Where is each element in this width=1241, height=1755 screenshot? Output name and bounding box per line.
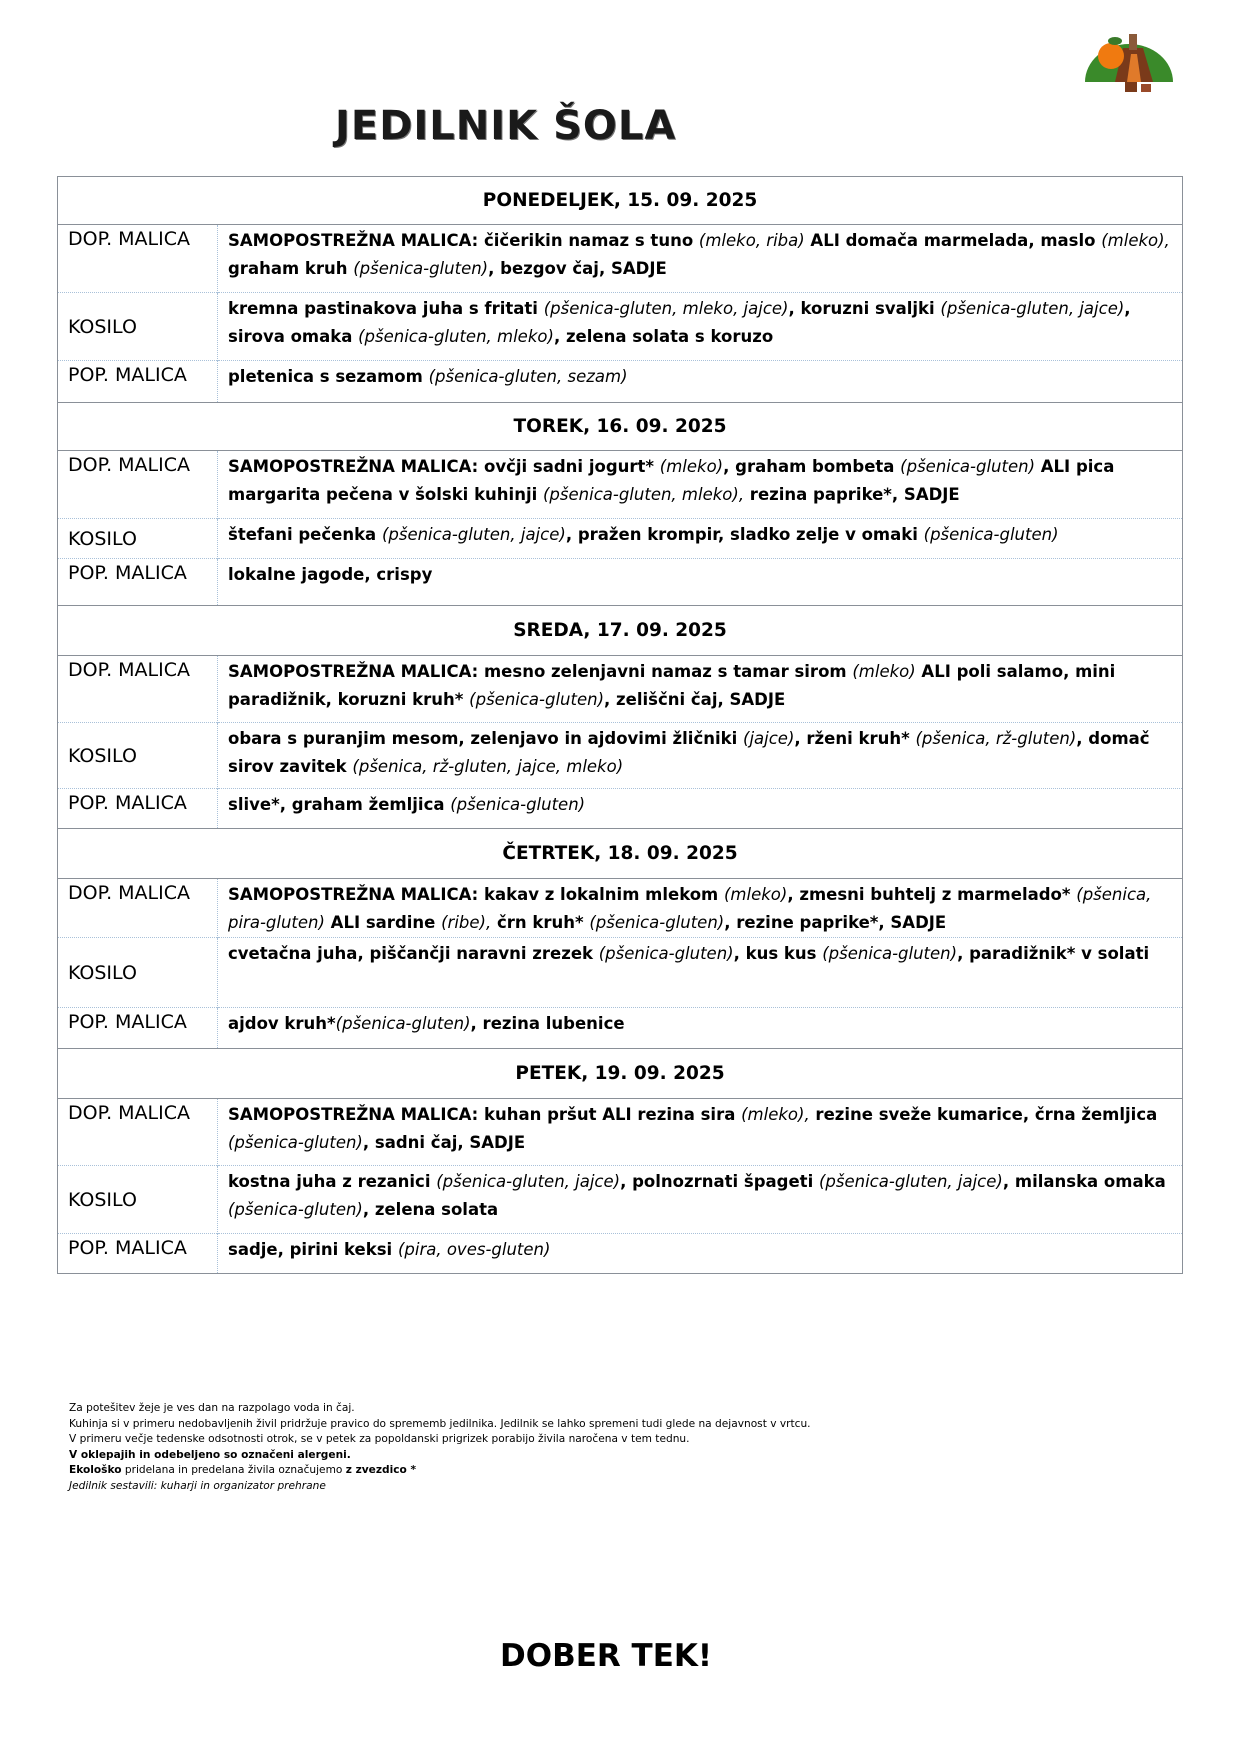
- dish-text: rezine sveže kumarice, črna žemljica: [809, 1105, 1158, 1124]
- meal-row: [58, 723, 1183, 789]
- meal-label: POP. MALICA: [58, 1234, 218, 1274]
- day-header-row: [58, 606, 1183, 656]
- dish-text: SAMOPOSTREŽNA MALICA: čičerikin namaz s tuno: [228, 231, 699, 250]
- dish-text: , zelena solata s koruzo: [553, 327, 774, 346]
- closing-text: DOBER TEK!: [500, 1638, 713, 1674]
- dish-text: SAMOPOSTREŽNA MALICA: ovčji sadni jogurt*: [228, 457, 660, 476]
- dish-text: ALI poli salamo, mini paradižnik, koruzni kruh*: [228, 662, 1116, 709]
- allergen-text: (mleko): [724, 885, 788, 904]
- dish-text: , sadni čaj, SADJE: [362, 1133, 526, 1152]
- meal-row: [58, 1008, 1183, 1049]
- meal-row: [58, 293, 1183, 361]
- dish-text: , rezina lubenice: [470, 1014, 625, 1033]
- dish-text: kremna pastinakova juha s fritati: [228, 299, 544, 318]
- dish-text: , paradižnik* v solati: [957, 944, 1150, 963]
- note-authors: Jedilnik sestavili: kuharji in organizator prehrane: [69, 1479, 326, 1492]
- allergen-text: (pšenica-gluten, jajce): [436, 1172, 621, 1191]
- allergen-text: (mleko),: [741, 1105, 810, 1124]
- allergen-text: (pšenica, rž-gluten): [915, 729, 1077, 748]
- meal-label: POP. MALICA: [58, 559, 218, 606]
- dish-text: , zelena solata: [362, 1200, 499, 1219]
- meal-label: POP. MALICA: [58, 361, 218, 403]
- meal-description: [218, 938, 1183, 1008]
- meal-row: [58, 519, 1183, 559]
- meal-row: [58, 361, 1183, 403]
- meal-description: [218, 879, 1183, 938]
- page-title: JEDILNIK ŠOLA: [335, 103, 677, 149]
- meal-label: POP. MALICA: [58, 1008, 218, 1049]
- dish-text: , bezgov čaj, SADJE: [488, 259, 667, 278]
- meal-row: [58, 1099, 1183, 1166]
- meal-description: [218, 723, 1183, 789]
- dish-text: obara s puranjim mesom, zelenjavo in ajdovimi žličniki: [228, 729, 744, 748]
- dish-text: , graham bombeta: [723, 457, 901, 476]
- menu-table: [57, 176, 1183, 1274]
- allergen-text: (mleko): [852, 662, 916, 681]
- day-header: SREDA, 17. 09. 2025: [58, 606, 1183, 656]
- notes: [69, 1401, 811, 1495]
- allergen-text: (pšenica-gluten): [923, 525, 1059, 544]
- meal-label: KOSILO: [58, 938, 218, 1008]
- note-organic: [69, 1463, 811, 1479]
- dish-text: SAMOPOSTREŽNA MALICA: kakav z lokalnim mlekom: [228, 885, 724, 904]
- meal-label: POP. MALICA: [58, 789, 218, 829]
- allergen-text: (pšenica-gluten): [335, 1014, 471, 1033]
- dish-text: , pražen krompir, sladko zelje v omaki: [565, 525, 924, 544]
- day-header-row: [58, 829, 1183, 879]
- dish-text: ajdov kruh*: [228, 1014, 336, 1033]
- meal-row: [58, 879, 1183, 938]
- allergen-text: (pšenica-gluten): [900, 457, 1036, 476]
- meal-description: [218, 1234, 1183, 1274]
- dish-text: graham kruh: [228, 259, 354, 278]
- note-absence: V primeru večje tedenske odsotnosti otrok, se v petek za popoldanski prigrizek porabijo živila naročena v tem tednu.: [69, 1433, 690, 1446]
- dish-text: lokalne jagode, crispy: [228, 565, 433, 584]
- meal-description: [218, 559, 1183, 606]
- day-header: PETEK, 19. 09. 2025: [58, 1049, 1183, 1099]
- note-organic-mid: pridelana in predelana živila označujemo: [121, 1464, 346, 1477]
- allergen-text: (pšenica-gluten, mleko),: [543, 485, 745, 504]
- dish-text: sadje, pirini keksi: [228, 1240, 398, 1259]
- dish-text: , zmesni buhtelj z marmelado*: [787, 885, 1077, 904]
- meal-description: [218, 1008, 1183, 1049]
- allergen-text: (pšenica, pira-gluten): [228, 885, 1152, 932]
- note-changes: Kuhinja si v primeru nedobavljenih živil pridržuje pravico do sprememb jedilnika. Jedilnik se lahko spremeni tudi glede na dejavnost v vrtcu.: [69, 1417, 811, 1430]
- meal-description: [218, 789, 1183, 829]
- allergen-text: (pšenica-gluten): [228, 1200, 363, 1219]
- dish-text: cvetačna juha, piščančji naravni zrezek: [228, 944, 599, 963]
- note-water: Za potešitev žeje je ves dan na razpolago voda in čaj.: [69, 1402, 355, 1414]
- dish-text: rezina paprike*, SADJE: [744, 485, 960, 504]
- meal-label: DOP. MALICA: [58, 225, 218, 293]
- allergen-text: (pšenica-gluten): [598, 944, 734, 963]
- meal-description: [218, 519, 1183, 559]
- meal-label: KOSILO: [58, 723, 218, 789]
- note-organic-bold1: Ekološko: [69, 1464, 122, 1477]
- allergen-text: (ribe),: [441, 913, 492, 932]
- school-logo: [1063, 24, 1193, 104]
- meal-row: [58, 225, 1183, 293]
- meal-label: DOP. MALICA: [58, 1099, 218, 1166]
- allergen-text: (pšenica, rž-gluten, jajce, mleko): [352, 757, 624, 776]
- allergen-text: (pšenica-gluten): [589, 913, 725, 932]
- dish-text: kostna juha z rezanici: [228, 1172, 437, 1191]
- dish-text: , milanska omaka: [1002, 1172, 1166, 1191]
- dish-text: ALI domača marmelada, maslo: [804, 231, 1102, 250]
- dish-text: SAMOPOSTREŽNA MALICA: kuhan pršut ALI rezina sira: [228, 1105, 742, 1124]
- dish-text: , zeliščni čaj, SADJE: [604, 690, 786, 709]
- allergen-text: (pšenica-gluten, sezam): [428, 367, 628, 386]
- meal-description: [218, 1099, 1183, 1166]
- day-header: TOREK, 16. 09. 2025: [58, 403, 1183, 451]
- dish-text: ALI sardine: [324, 913, 442, 932]
- dish-text: , rezine paprike*, SADJE: [724, 913, 947, 932]
- dish-text: , domač sirov zavitek: [228, 729, 1150, 776]
- dish-text: slive*, graham žemljica: [228, 795, 451, 814]
- note-allergens: V oklepajih in odebeljeno so označeni alergeni.: [69, 1448, 351, 1461]
- dish-text: ALI pica margarita pečena v šolski kuhinji: [228, 457, 1115, 504]
- day-header-row: [58, 1049, 1183, 1099]
- dish-text: , rženi kruh*: [794, 729, 916, 748]
- meal-row: [58, 451, 1183, 519]
- allergen-text: (pšenica-gluten): [353, 259, 489, 278]
- allergen-text: (pira, oves-gluten): [397, 1240, 551, 1259]
- allergen-text: (pšenica-gluten, mleko): [358, 327, 554, 346]
- meal-row: [58, 1234, 1183, 1274]
- dish-text: , koruzni svaljki: [788, 299, 941, 318]
- allergen-text: (mleko),: [1101, 231, 1170, 250]
- allergen-text: (mleko): [659, 457, 724, 476]
- dish-text: , sirova omaka: [228, 299, 1131, 346]
- day-header: ČETRTEK, 18. 09. 2025: [58, 829, 1183, 879]
- meal-description: [218, 361, 1183, 403]
- note-organic-bold2: z zvezdico *: [345, 1464, 417, 1477]
- meal-description: [218, 451, 1183, 519]
- meal-description: [218, 293, 1183, 361]
- allergen-text: (pšenica-gluten, jajce): [940, 299, 1125, 318]
- meal-description: [218, 225, 1183, 293]
- meal-label: DOP. MALICA: [58, 879, 218, 938]
- allergen-text: (pšenica-gluten): [822, 944, 958, 963]
- allergen-text: (pšenica-gluten, jajce): [818, 1172, 1003, 1191]
- allergen-text: (pšenica-gluten): [228, 1133, 363, 1152]
- dish-text: črn kruh*: [491, 913, 590, 932]
- meal-label: KOSILO: [58, 293, 218, 361]
- allergen-text: (jajce): [743, 729, 795, 748]
- meal-description: [218, 656, 1183, 723]
- day-header: PONEDELJEK, 15. 09. 2025: [58, 177, 1183, 225]
- meal-row: [58, 559, 1183, 606]
- allergen-text: (pšenica-gluten, jajce): [381, 525, 566, 544]
- allergen-text: (pšenica-gluten, mleko, jajce): [543, 299, 789, 318]
- dish-text: , polnozrnati špageti: [620, 1172, 819, 1191]
- dish-text: , kus kus: [733, 944, 823, 963]
- dish-text: pletenica s sezamom: [228, 367, 429, 386]
- meal-label: KOSILO: [58, 1166, 218, 1234]
- allergen-text: (mleko, riba): [698, 231, 805, 250]
- day-header-row: [58, 403, 1183, 451]
- dish-text: SAMOPOSTREŽNA MALICA: mesno zelenjavni namaz s tamar sirom: [228, 662, 853, 681]
- meal-row: [58, 1166, 1183, 1234]
- meal-label: DOP. MALICA: [58, 451, 218, 519]
- meal-label: KOSILO: [58, 519, 218, 559]
- meal-row: [58, 789, 1183, 829]
- allergen-text: (pšenica-gluten): [450, 795, 586, 814]
- dish-text: štefani pečenka: [228, 525, 382, 544]
- allergen-text: (pšenica-gluten): [469, 690, 605, 709]
- meal-row: [58, 938, 1183, 1008]
- meal-label: DOP. MALICA: [58, 656, 218, 723]
- day-header-row: [58, 177, 1183, 225]
- meal-row: [58, 656, 1183, 723]
- meal-description: [218, 1166, 1183, 1234]
